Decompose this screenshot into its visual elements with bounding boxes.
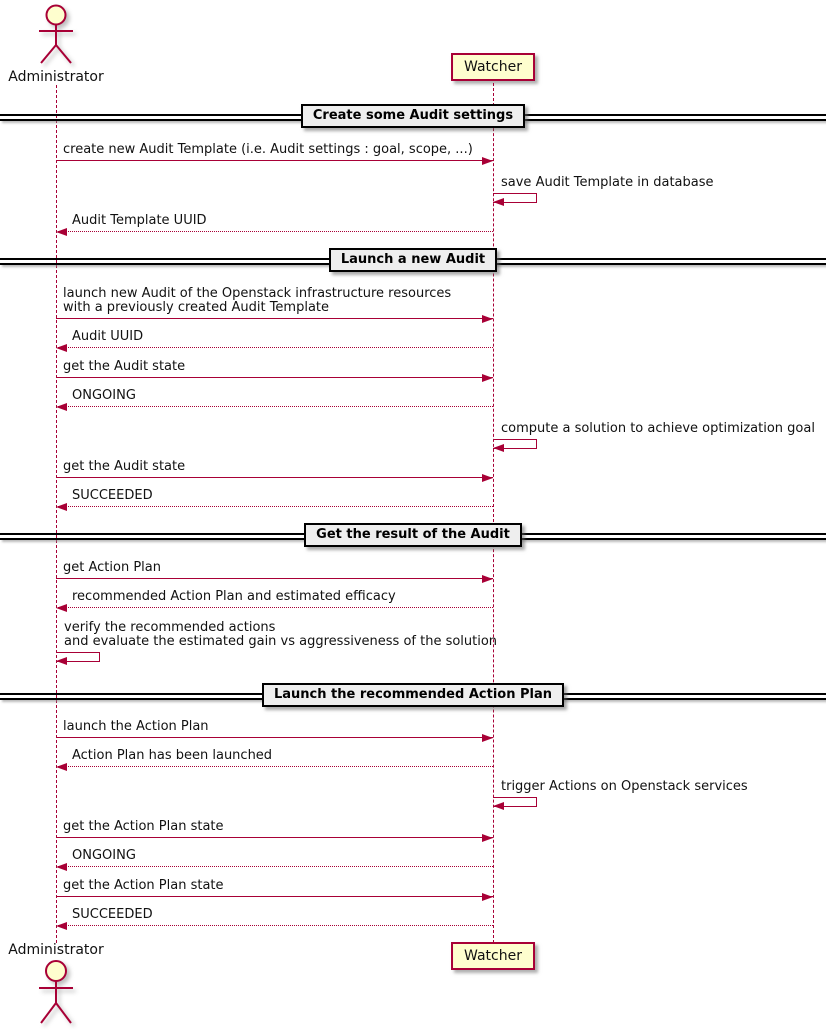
arrowhead-icon [482, 315, 493, 323]
arrowhead-icon [482, 734, 493, 742]
message-label-line: get Action Plan [63, 560, 161, 575]
arrowhead-icon [56, 503, 67, 511]
watcher-participant-box-bottom: Watcher [451, 942, 535, 970]
arrowhead-icon [493, 198, 504, 206]
arrowhead-icon [482, 575, 493, 583]
administrator-label-top: Administrator [8, 69, 104, 85]
arrowhead-icon [482, 374, 493, 382]
message-label-line: compute a solution to achieve optimization goal [501, 421, 815, 436]
arrowhead-icon [56, 657, 67, 665]
message-label-line: recommended Action Plan and estimated efficacy [72, 589, 396, 604]
arrowhead-icon [56, 604, 67, 612]
return-arrow-line [56, 866, 493, 867]
message-label [63, 720, 209, 734]
message-label-line: get the Audit state [63, 359, 186, 374]
return-arrow-line [56, 231, 493, 232]
arrowhead-icon [56, 863, 67, 871]
message-label [63, 879, 224, 893]
message-label-line: trigger Actions on Openstack services [501, 779, 748, 794]
arrowhead-icon [482, 157, 493, 165]
message-label [63, 360, 185, 374]
message-label [63, 820, 224, 834]
arrowhead-icon [56, 922, 67, 930]
return-message-label [72, 590, 396, 604]
section-divider-title: Get the result of the Audit [304, 523, 522, 547]
arrowhead-icon [56, 228, 67, 236]
administrator-lifeline [56, 85, 57, 943]
message-label-line: Audit Template UUID [72, 213, 207, 228]
arrowhead-icon [56, 403, 67, 411]
message-arrow-line [56, 160, 493, 161]
return-arrow-line [56, 925, 493, 926]
section-divider-title: Launch a new Audit [329, 248, 497, 272]
self-message-label [64, 621, 497, 649]
return-arrow-line [56, 347, 493, 348]
return-arrow-line [56, 506, 493, 507]
message-label-line: SUCCEEDED [72, 488, 153, 503]
message-label-line: ONGOING [72, 388, 136, 403]
message-arrow-line [56, 837, 493, 838]
self-message-label [501, 422, 815, 436]
return-message-label [72, 214, 207, 228]
message-label [63, 460, 185, 474]
message-label [63, 143, 473, 157]
message-label [63, 287, 451, 315]
section-divider-title: Create some Audit settings [301, 104, 525, 128]
return-message-label [72, 389, 136, 403]
arrowhead-icon [482, 474, 493, 482]
arrowhead-icon [493, 802, 504, 810]
message-label-line: Audit UUID [72, 329, 144, 344]
section-divider [0, 683, 826, 707]
administrator-actor-icon [28, 3, 84, 65]
section-divider [0, 523, 826, 547]
message-label-line: get the Action Plan state [63, 878, 224, 893]
section-divider [0, 248, 826, 272]
message-label-line: and evaluate the estimated gain vs aggressiveness of the solution [64, 634, 498, 649]
arrowhead-icon [493, 444, 504, 452]
watcher-participant-box-top: Watcher [451, 53, 535, 81]
administrator-actor-icon-bottom [28, 957, 84, 1027]
message-label-line: launch the Action Plan [63, 719, 209, 734]
administrator-label-bottom: Administrator [8, 942, 104, 958]
message-label-line: get the Audit state [63, 459, 186, 474]
arrowhead-icon [482, 834, 493, 842]
message-arrow-line [56, 896, 493, 897]
message-label-line: Action Plan has been launched [72, 748, 273, 763]
return-message-label [72, 908, 153, 922]
message-arrow-line [56, 477, 493, 478]
return-message-label [72, 489, 153, 503]
message-label [63, 561, 161, 575]
message-label-line: SUCCEEDED [72, 907, 153, 922]
message-arrow-line [56, 737, 493, 738]
message-arrow-line [56, 377, 493, 378]
section-divider-title: Launch the recommended Action Plan [262, 683, 564, 707]
message-label-line: ONGOING [72, 848, 136, 863]
message-label-line: with a previously created Audit Template [63, 300, 330, 315]
message-arrow-line [56, 578, 493, 579]
return-message-label [72, 849, 136, 863]
message-label-line: create new Audit Template (i.e. Audit settings : goal, scope, ...) [63, 142, 473, 157]
return-message-label [72, 749, 272, 763]
arrowhead-icon [56, 344, 67, 352]
self-message-label [501, 780, 748, 794]
return-message-label [72, 330, 143, 344]
arrowhead-icon [482, 893, 493, 901]
arrowhead-icon [56, 763, 67, 771]
message-label-line: save Audit Template in database [501, 175, 714, 190]
return-arrow-line [56, 766, 493, 767]
message-label-line: launch new Audit of the Openstack infrastructure resources [63, 286, 452, 301]
message-label-line: verify the recommended actions [64, 620, 276, 635]
return-arrow-line [56, 406, 493, 407]
section-divider [0, 104, 826, 128]
return-arrow-line [56, 607, 493, 608]
self-message-label [501, 176, 714, 190]
message-label-line: get the Action Plan state [63, 819, 224, 834]
watcher-lifeline [493, 83, 494, 943]
message-arrow-line [56, 318, 493, 319]
